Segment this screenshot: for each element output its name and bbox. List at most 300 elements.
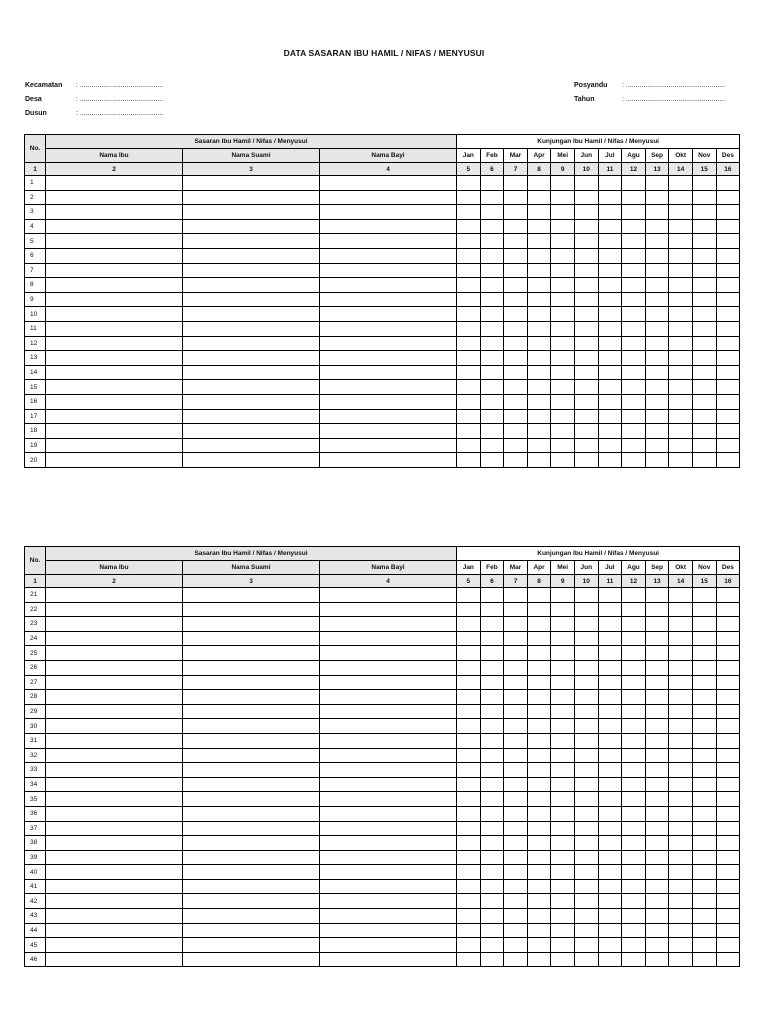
nama-bayi-cell[interactable] bbox=[320, 292, 457, 307]
visit-cell[interactable] bbox=[645, 263, 669, 278]
visit-cell[interactable] bbox=[574, 806, 598, 821]
visit-cell[interactable] bbox=[457, 292, 481, 307]
visit-cell[interactable] bbox=[598, 792, 622, 807]
visit-cell[interactable] bbox=[622, 748, 646, 763]
visit-cell[interactable] bbox=[480, 938, 504, 953]
visit-cell[interactable] bbox=[504, 336, 528, 351]
nama-ibu-cell[interactable] bbox=[46, 850, 183, 865]
nama-suami-cell[interactable] bbox=[183, 748, 320, 763]
nama-bayi-cell[interactable] bbox=[320, 602, 457, 617]
visit-cell[interactable] bbox=[574, 205, 598, 220]
visit-cell[interactable] bbox=[551, 894, 575, 909]
visit-cell[interactable] bbox=[598, 176, 622, 191]
visit-cell[interactable] bbox=[551, 365, 575, 380]
nama-bayi-cell[interactable] bbox=[320, 938, 457, 953]
nama-suami-cell[interactable] bbox=[183, 409, 320, 424]
visit-cell[interactable] bbox=[574, 409, 598, 424]
visit-cell[interactable] bbox=[622, 307, 646, 322]
nama-suami-cell[interactable] bbox=[183, 690, 320, 705]
visit-cell[interactable] bbox=[598, 424, 622, 439]
visit-cell[interactable] bbox=[716, 409, 740, 424]
visit-cell[interactable] bbox=[622, 821, 646, 836]
nama-bayi-cell[interactable] bbox=[320, 821, 457, 836]
nama-ibu-cell[interactable] bbox=[46, 748, 183, 763]
nama-bayi-cell[interactable] bbox=[320, 351, 457, 366]
visit-cell[interactable] bbox=[669, 380, 693, 395]
visit-cell[interactable] bbox=[622, 894, 646, 909]
visit-cell[interactable] bbox=[457, 453, 481, 468]
nama-ibu-cell[interactable] bbox=[46, 821, 183, 836]
nama-suami-cell[interactable] bbox=[183, 909, 320, 924]
visit-cell[interactable] bbox=[480, 952, 504, 967]
visit-cell[interactable] bbox=[551, 234, 575, 249]
visit-cell[interactable] bbox=[622, 248, 646, 263]
visit-cell[interactable] bbox=[598, 438, 622, 453]
visit-cell[interactable] bbox=[551, 394, 575, 409]
visit-cell[interactable] bbox=[716, 380, 740, 395]
visit-cell[interactable] bbox=[645, 646, 669, 661]
visit-cell[interactable] bbox=[669, 821, 693, 836]
visit-cell[interactable] bbox=[480, 646, 504, 661]
visit-cell[interactable] bbox=[598, 806, 622, 821]
visit-cell[interactable] bbox=[716, 190, 740, 205]
visit-cell[interactable] bbox=[574, 588, 598, 603]
visit-cell[interactable] bbox=[716, 248, 740, 263]
visit-cell[interactable] bbox=[645, 380, 669, 395]
nama-suami-cell[interactable] bbox=[183, 263, 320, 278]
visit-cell[interactable] bbox=[716, 646, 740, 661]
visit-cell[interactable] bbox=[622, 176, 646, 191]
visit-cell[interactable] bbox=[551, 865, 575, 880]
visit-cell[interactable] bbox=[527, 909, 551, 924]
visit-cell[interactable] bbox=[551, 631, 575, 646]
nama-suami-cell[interactable] bbox=[183, 675, 320, 690]
visit-cell[interactable] bbox=[551, 748, 575, 763]
visit-cell[interactable] bbox=[457, 617, 481, 632]
visit-cell[interactable] bbox=[692, 248, 716, 263]
visit-cell[interactable] bbox=[692, 690, 716, 705]
visit-cell[interactable] bbox=[622, 719, 646, 734]
visit-cell[interactable] bbox=[480, 438, 504, 453]
visit-cell[interactable] bbox=[716, 806, 740, 821]
visit-cell[interactable] bbox=[480, 865, 504, 880]
visit-cell[interactable] bbox=[457, 821, 481, 836]
visit-cell[interactable] bbox=[598, 380, 622, 395]
visit-cell[interactable] bbox=[551, 704, 575, 719]
visit-cell[interactable] bbox=[527, 660, 551, 675]
visit-cell[interactable] bbox=[551, 321, 575, 336]
visit-cell[interactable] bbox=[716, 176, 740, 191]
nama-bayi-cell[interactable] bbox=[320, 409, 457, 424]
visit-cell[interactable] bbox=[692, 219, 716, 234]
visit-cell[interactable] bbox=[645, 321, 669, 336]
visit-cell[interactable] bbox=[527, 617, 551, 632]
visit-cell[interactable] bbox=[669, 792, 693, 807]
nama-suami-cell[interactable] bbox=[183, 234, 320, 249]
visit-cell[interactable] bbox=[692, 792, 716, 807]
nama-suami-cell[interactable] bbox=[183, 321, 320, 336]
visit-cell[interactable] bbox=[527, 394, 551, 409]
visit-cell[interactable] bbox=[692, 704, 716, 719]
visit-cell[interactable] bbox=[645, 205, 669, 220]
visit-cell[interactable] bbox=[669, 248, 693, 263]
visit-cell[interactable] bbox=[716, 453, 740, 468]
visit-cell[interactable] bbox=[480, 307, 504, 322]
visit-cell[interactable] bbox=[551, 733, 575, 748]
visit-cell[interactable] bbox=[574, 675, 598, 690]
visit-cell[interactable] bbox=[504, 748, 528, 763]
visit-cell[interactable] bbox=[669, 219, 693, 234]
nama-bayi-cell[interactable] bbox=[320, 792, 457, 807]
visit-cell[interactable] bbox=[645, 660, 669, 675]
visit-cell[interactable] bbox=[645, 923, 669, 938]
visit-cell[interactable] bbox=[598, 748, 622, 763]
nama-ibu-cell[interactable] bbox=[46, 205, 183, 220]
visit-cell[interactable] bbox=[716, 865, 740, 880]
visit-cell[interactable] bbox=[669, 777, 693, 792]
visit-cell[interactable] bbox=[692, 631, 716, 646]
visit-cell[interactable] bbox=[480, 836, 504, 851]
nama-ibu-cell[interactable] bbox=[46, 631, 183, 646]
visit-cell[interactable] bbox=[504, 307, 528, 322]
visit-cell[interactable] bbox=[645, 792, 669, 807]
nama-suami-cell[interactable] bbox=[183, 821, 320, 836]
visit-cell[interactable] bbox=[480, 909, 504, 924]
visit-cell[interactable] bbox=[645, 806, 669, 821]
visit-cell[interactable] bbox=[692, 176, 716, 191]
visit-cell[interactable] bbox=[692, 909, 716, 924]
visit-cell[interactable] bbox=[598, 836, 622, 851]
visit-cell[interactable] bbox=[480, 704, 504, 719]
visit-cell[interactable] bbox=[457, 424, 481, 439]
visit-cell[interactable] bbox=[645, 190, 669, 205]
visit-cell[interactable] bbox=[598, 821, 622, 836]
visit-cell[interactable] bbox=[504, 660, 528, 675]
visit-cell[interactable] bbox=[645, 234, 669, 249]
visit-cell[interactable] bbox=[527, 278, 551, 293]
nama-bayi-cell[interactable] bbox=[320, 234, 457, 249]
visit-cell[interactable] bbox=[574, 617, 598, 632]
nama-bayi-cell[interactable] bbox=[320, 763, 457, 778]
visit-cell[interactable] bbox=[669, 909, 693, 924]
visit-cell[interactable] bbox=[527, 438, 551, 453]
nama-ibu-cell[interactable] bbox=[46, 806, 183, 821]
nama-ibu-cell[interactable] bbox=[46, 307, 183, 322]
visit-cell[interactable] bbox=[504, 792, 528, 807]
visit-cell[interactable] bbox=[692, 938, 716, 953]
visit-cell[interactable] bbox=[574, 879, 598, 894]
visit-cell[interactable] bbox=[716, 763, 740, 778]
visit-cell[interactable] bbox=[598, 777, 622, 792]
visit-cell[interactable] bbox=[716, 719, 740, 734]
visit-cell[interactable] bbox=[480, 733, 504, 748]
visit-cell[interactable] bbox=[645, 602, 669, 617]
visit-cell[interactable] bbox=[551, 248, 575, 263]
visit-cell[interactable] bbox=[480, 719, 504, 734]
visit-cell[interactable] bbox=[669, 365, 693, 380]
nama-bayi-cell[interactable] bbox=[320, 424, 457, 439]
visit-cell[interactable] bbox=[692, 850, 716, 865]
visit-cell[interactable] bbox=[716, 660, 740, 675]
visit-cell[interactable] bbox=[716, 394, 740, 409]
visit-cell[interactable] bbox=[551, 219, 575, 234]
visit-cell[interactable] bbox=[527, 219, 551, 234]
visit-cell[interactable] bbox=[598, 321, 622, 336]
visit-cell[interactable] bbox=[645, 278, 669, 293]
visit-cell[interactable] bbox=[457, 205, 481, 220]
nama-suami-cell[interactable] bbox=[183, 646, 320, 661]
nama-ibu-cell[interactable] bbox=[46, 424, 183, 439]
visit-cell[interactable] bbox=[480, 248, 504, 263]
nama-suami-cell[interactable] bbox=[183, 205, 320, 220]
visit-cell[interactable] bbox=[551, 777, 575, 792]
visit-cell[interactable] bbox=[457, 806, 481, 821]
visit-cell[interactable] bbox=[457, 631, 481, 646]
visit-cell[interactable] bbox=[504, 380, 528, 395]
nama-suami-cell[interactable] bbox=[183, 792, 320, 807]
visit-cell[interactable] bbox=[622, 792, 646, 807]
visit-cell[interactable] bbox=[504, 763, 528, 778]
visit-cell[interactable] bbox=[504, 234, 528, 249]
visit-cell[interactable] bbox=[669, 424, 693, 439]
visit-cell[interactable] bbox=[692, 234, 716, 249]
nama-suami-cell[interactable] bbox=[183, 719, 320, 734]
visit-cell[interactable] bbox=[527, 351, 551, 366]
visit-cell[interactable] bbox=[574, 690, 598, 705]
visit-cell[interactable] bbox=[527, 675, 551, 690]
visit-cell[interactable] bbox=[504, 248, 528, 263]
nama-suami-cell[interactable] bbox=[183, 923, 320, 938]
nama-bayi-cell[interactable] bbox=[320, 394, 457, 409]
visit-cell[interactable] bbox=[504, 646, 528, 661]
visit-cell[interactable] bbox=[716, 263, 740, 278]
visit-cell[interactable] bbox=[716, 748, 740, 763]
visit-cell[interactable] bbox=[551, 938, 575, 953]
visit-cell[interactable] bbox=[527, 205, 551, 220]
visit-cell[interactable] bbox=[645, 438, 669, 453]
visit-cell[interactable] bbox=[669, 660, 693, 675]
visit-cell[interactable] bbox=[480, 806, 504, 821]
visit-cell[interactable] bbox=[504, 219, 528, 234]
visit-cell[interactable] bbox=[645, 631, 669, 646]
visit-cell[interactable] bbox=[716, 278, 740, 293]
visit-cell[interactable] bbox=[622, 631, 646, 646]
visit-cell[interactable] bbox=[527, 923, 551, 938]
visit-cell[interactable] bbox=[480, 424, 504, 439]
visit-cell[interactable] bbox=[645, 453, 669, 468]
visit-cell[interactable] bbox=[527, 631, 551, 646]
nama-suami-cell[interactable] bbox=[183, 952, 320, 967]
visit-cell[interactable] bbox=[622, 879, 646, 894]
nama-suami-cell[interactable] bbox=[183, 733, 320, 748]
visit-cell[interactable] bbox=[716, 909, 740, 924]
visit-cell[interactable] bbox=[457, 278, 481, 293]
nama-bayi-cell[interactable] bbox=[320, 219, 457, 234]
visit-cell[interactable] bbox=[457, 733, 481, 748]
visit-cell[interactable] bbox=[692, 588, 716, 603]
nama-suami-cell[interactable] bbox=[183, 292, 320, 307]
visit-cell[interactable] bbox=[527, 646, 551, 661]
visit-cell[interactable] bbox=[504, 394, 528, 409]
nama-ibu-cell[interactable] bbox=[46, 660, 183, 675]
nama-ibu-cell[interactable] bbox=[46, 588, 183, 603]
visit-cell[interactable] bbox=[504, 909, 528, 924]
nama-bayi-cell[interactable] bbox=[320, 321, 457, 336]
visit-cell[interactable] bbox=[551, 763, 575, 778]
visit-cell[interactable] bbox=[457, 836, 481, 851]
visit-cell[interactable] bbox=[551, 176, 575, 191]
visit-cell[interactable] bbox=[716, 438, 740, 453]
visit-cell[interactable] bbox=[598, 763, 622, 778]
nama-bayi-cell[interactable] bbox=[320, 190, 457, 205]
visit-cell[interactable] bbox=[504, 263, 528, 278]
visit-cell[interactable] bbox=[622, 292, 646, 307]
visit-cell[interactable] bbox=[692, 719, 716, 734]
visit-cell[interactable] bbox=[504, 938, 528, 953]
nama-ibu-cell[interactable] bbox=[46, 453, 183, 468]
visit-cell[interactable] bbox=[692, 292, 716, 307]
visit-cell[interactable] bbox=[645, 617, 669, 632]
visit-cell[interactable] bbox=[622, 321, 646, 336]
visit-cell[interactable] bbox=[692, 865, 716, 880]
visit-cell[interactable] bbox=[480, 602, 504, 617]
visit-cell[interactable] bbox=[457, 909, 481, 924]
visit-cell[interactable] bbox=[504, 675, 528, 690]
visit-cell[interactable] bbox=[622, 409, 646, 424]
visit-cell[interactable] bbox=[527, 850, 551, 865]
nama-ibu-cell[interactable] bbox=[46, 602, 183, 617]
visit-cell[interactable] bbox=[598, 704, 622, 719]
visit-cell[interactable] bbox=[669, 263, 693, 278]
visit-cell[interactable] bbox=[457, 763, 481, 778]
visit-cell[interactable] bbox=[480, 365, 504, 380]
visit-cell[interactable] bbox=[574, 894, 598, 909]
visit-cell[interactable] bbox=[574, 719, 598, 734]
visit-cell[interactable] bbox=[457, 879, 481, 894]
visit-cell[interactable] bbox=[598, 894, 622, 909]
visit-cell[interactable] bbox=[692, 806, 716, 821]
visit-cell[interactable] bbox=[645, 336, 669, 351]
visit-cell[interactable] bbox=[480, 321, 504, 336]
visit-cell[interactable] bbox=[669, 234, 693, 249]
visit-cell[interactable] bbox=[716, 602, 740, 617]
visit-cell[interactable] bbox=[598, 219, 622, 234]
visit-cell[interactable] bbox=[622, 336, 646, 351]
visit-cell[interactable] bbox=[669, 733, 693, 748]
visit-cell[interactable] bbox=[692, 263, 716, 278]
visit-cell[interactable] bbox=[504, 351, 528, 366]
visit-cell[interactable] bbox=[551, 278, 575, 293]
visit-cell[interactable] bbox=[692, 321, 716, 336]
visit-cell[interactable] bbox=[598, 278, 622, 293]
nama-ibu-cell[interactable] bbox=[46, 733, 183, 748]
visit-cell[interactable] bbox=[692, 763, 716, 778]
visit-cell[interactable] bbox=[645, 777, 669, 792]
visit-cell[interactable] bbox=[480, 453, 504, 468]
visit-cell[interactable] bbox=[622, 424, 646, 439]
visit-cell[interactable] bbox=[574, 704, 598, 719]
visit-cell[interactable] bbox=[692, 205, 716, 220]
visit-cell[interactable] bbox=[574, 176, 598, 191]
visit-cell[interactable] bbox=[574, 631, 598, 646]
visit-cell[interactable] bbox=[692, 748, 716, 763]
nama-ibu-cell[interactable] bbox=[46, 894, 183, 909]
visit-cell[interactable] bbox=[457, 602, 481, 617]
visit-cell[interactable] bbox=[669, 704, 693, 719]
visit-cell[interactable] bbox=[574, 278, 598, 293]
visit-cell[interactable] bbox=[551, 438, 575, 453]
visit-cell[interactable] bbox=[504, 704, 528, 719]
visit-cell[interactable] bbox=[480, 850, 504, 865]
visit-cell[interactable] bbox=[457, 850, 481, 865]
visit-cell[interactable] bbox=[669, 836, 693, 851]
visit-cell[interactable] bbox=[692, 190, 716, 205]
nama-bayi-cell[interactable] bbox=[320, 263, 457, 278]
visit-cell[interactable] bbox=[480, 394, 504, 409]
visit-cell[interactable] bbox=[480, 263, 504, 278]
visit-cell[interactable] bbox=[598, 631, 622, 646]
visit-cell[interactable] bbox=[598, 938, 622, 953]
visit-cell[interactable] bbox=[598, 336, 622, 351]
visit-cell[interactable] bbox=[692, 336, 716, 351]
visit-cell[interactable] bbox=[669, 675, 693, 690]
visit-cell[interactable] bbox=[574, 748, 598, 763]
visit-cell[interactable] bbox=[457, 307, 481, 322]
visit-cell[interactable] bbox=[669, 409, 693, 424]
visit-cell[interactable] bbox=[480, 336, 504, 351]
visit-cell[interactable] bbox=[598, 588, 622, 603]
visit-cell[interactable] bbox=[669, 453, 693, 468]
nama-bayi-cell[interactable] bbox=[320, 617, 457, 632]
nama-suami-cell[interactable] bbox=[183, 602, 320, 617]
nama-bayi-cell[interactable] bbox=[320, 278, 457, 293]
visit-cell[interactable] bbox=[692, 278, 716, 293]
visit-cell[interactable] bbox=[574, 850, 598, 865]
visit-cell[interactable] bbox=[598, 617, 622, 632]
visit-cell[interactable] bbox=[527, 190, 551, 205]
visit-cell[interactable] bbox=[574, 923, 598, 938]
nama-bayi-cell[interactable] bbox=[320, 719, 457, 734]
nama-ibu-cell[interactable] bbox=[46, 380, 183, 395]
nama-ibu-cell[interactable] bbox=[46, 879, 183, 894]
visit-cell[interactable] bbox=[504, 631, 528, 646]
visit-cell[interactable] bbox=[716, 836, 740, 851]
visit-cell[interactable] bbox=[480, 777, 504, 792]
visit-cell[interactable] bbox=[527, 292, 551, 307]
visit-cell[interactable] bbox=[551, 719, 575, 734]
nama-ibu-cell[interactable] bbox=[46, 263, 183, 278]
visit-cell[interactable] bbox=[574, 733, 598, 748]
visit-cell[interactable] bbox=[551, 380, 575, 395]
visit-cell[interactable] bbox=[716, 336, 740, 351]
visit-cell[interactable] bbox=[598, 660, 622, 675]
nama-ibu-cell[interactable] bbox=[46, 248, 183, 263]
visit-cell[interactable] bbox=[527, 380, 551, 395]
nama-suami-cell[interactable] bbox=[183, 865, 320, 880]
visit-cell[interactable] bbox=[457, 675, 481, 690]
visit-cell[interactable] bbox=[622, 588, 646, 603]
visit-cell[interactable] bbox=[480, 234, 504, 249]
visit-cell[interactable] bbox=[598, 248, 622, 263]
visit-cell[interactable] bbox=[692, 394, 716, 409]
visit-cell[interactable] bbox=[504, 879, 528, 894]
nama-ibu-cell[interactable] bbox=[46, 365, 183, 380]
nama-bayi-cell[interactable] bbox=[320, 660, 457, 675]
visit-cell[interactable] bbox=[669, 278, 693, 293]
nama-ibu-cell[interactable] bbox=[46, 719, 183, 734]
visit-cell[interactable] bbox=[527, 879, 551, 894]
visit-cell[interactable] bbox=[645, 424, 669, 439]
